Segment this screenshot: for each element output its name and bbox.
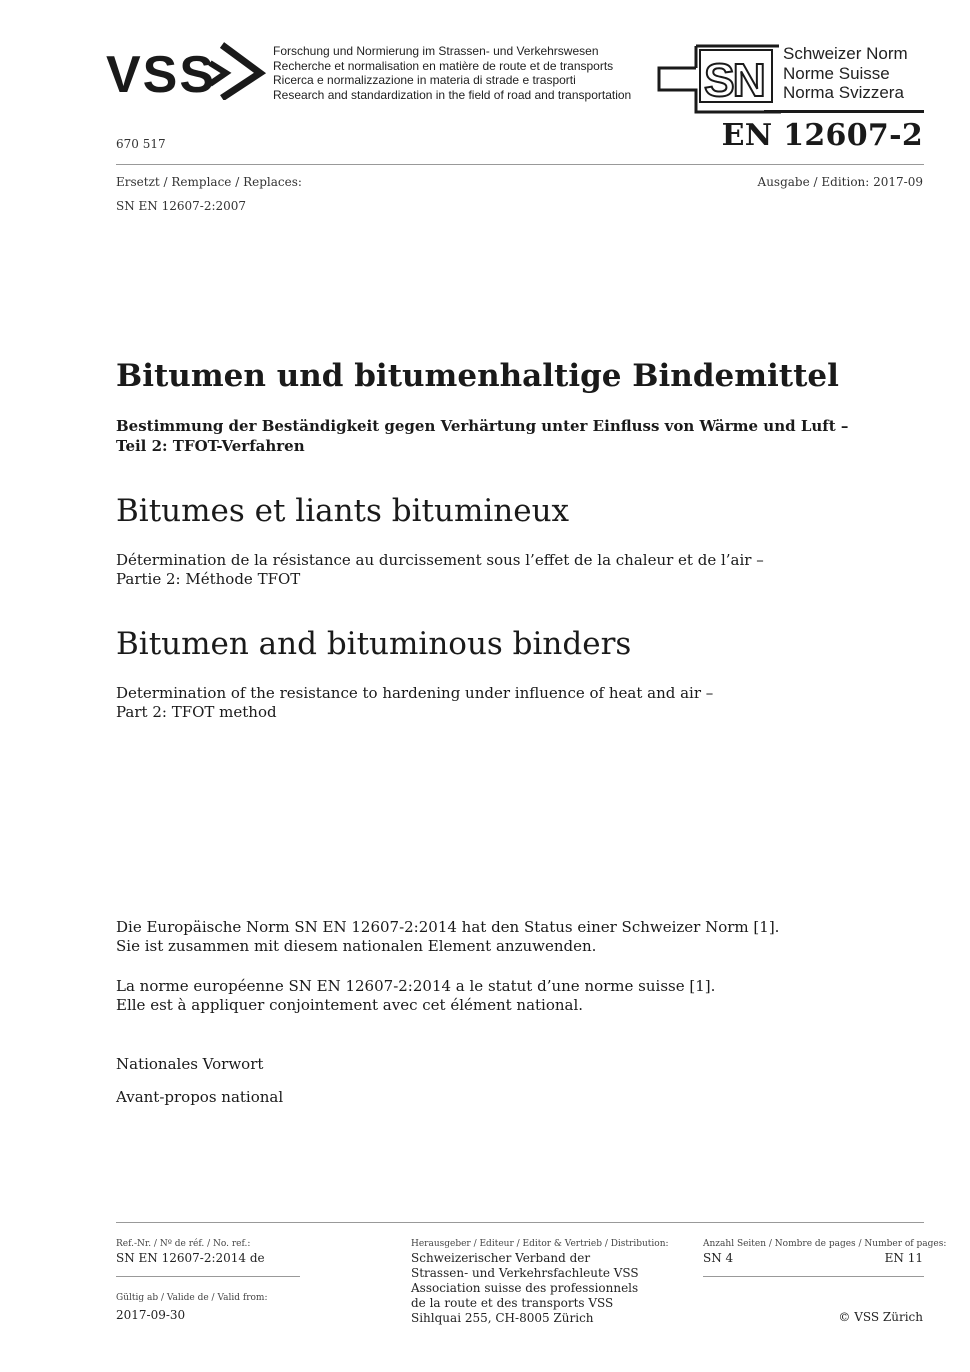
subtitle-french-line: Détermination de la résistance au durcissement sous l’effet de la chaleur et de l’air –	[116, 551, 764, 569]
subtitle-english-line: Determination of the resistance to hardening under influence of heat and air –	[116, 684, 714, 702]
note-line: Elle est à appliquer conjointement avec cet élément national.	[116, 996, 584, 1014]
page-count-sn: SN 4	[703, 1251, 734, 1265]
sn-logo-text: SN	[704, 54, 764, 106]
title-french: Bitumes et liants bitumineux	[116, 493, 570, 529]
valid-from-label: Gültig ab / Valide de / Valid from:	[116, 1293, 268, 1303]
tagline-en: Research and standardization in the field of road and transportation	[273, 87, 632, 102]
publisher-line: Sihlquai 255, CH-8005 Zürich	[411, 1311, 594, 1325]
replaces-label: Ersetzt / Remplace / Replaces:	[116, 175, 302, 189]
sn-text-it: Norma Svizzera	[783, 83, 904, 102]
publisher-line: Association suisse des professionnels	[411, 1281, 639, 1295]
subtitle-german-line: Teil 2: TFOT-Verfahren	[116, 437, 305, 455]
publisher-line: de la route et des transports VSS	[411, 1296, 614, 1310]
subtitle-german	[116, 416, 848, 456]
title-english: Bitumen and bituminous binders	[116, 626, 632, 662]
vss-tagline	[273, 44, 631, 102]
foreword-german: Nationales Vorwort	[116, 1055, 264, 1073]
publisher-label: Herausgeber / Editeur / Editor & Vertrieb / Distribution:	[411, 1239, 669, 1249]
reference-label: Ref.-Nr. / Nº de réf. / No. ref.:	[116, 1239, 251, 1249]
vss-logo-text: VSS	[106, 46, 217, 100]
sn-text-de: Schweizer Norm	[783, 44, 908, 63]
note-line: La norme européenne SN EN 12607-2:2014 a le statut d’une norme suisse [1].	[116, 977, 716, 995]
subtitle-french-line: Partie 2: Méthode TFOT	[116, 570, 301, 588]
subtitle-english-line: Part 2: TFOT method	[116, 703, 277, 721]
valid-from-value: 2017-09-30	[116, 1308, 186, 1322]
swiss-norm-label	[783, 44, 908, 103]
tagline-de: Forschung und Normierung im Strassen- und Verkehrswesen	[273, 44, 599, 58]
publisher-line: Schweizerischer Verband der	[411, 1251, 591, 1265]
document-number: 670 517	[116, 137, 166, 151]
subtitle-french	[116, 551, 764, 589]
header-divider	[116, 164, 924, 165]
sn-logo-rule	[764, 110, 924, 113]
vss-logo	[106, 40, 266, 100]
tagline-fr: Recherche et normalisation en matière de route et de transports	[273, 58, 614, 73]
sn-logo	[656, 44, 781, 114]
sn-text-fr: Norme Suisse	[783, 63, 890, 83]
page-count-divider	[703, 1276, 924, 1277]
publisher-address	[411, 1251, 639, 1326]
note-line: Sie ist zusammen mit diesem nationalen Element anzuwenden.	[116, 937, 597, 955]
publisher-line: Strassen- und Verkehrsfachleute VSS	[411, 1266, 639, 1280]
subtitle-german-line: Bestimmung der Beständigkeit gegen Verhärtung unter Einfluss von Wärme und Luft –	[116, 417, 849, 435]
page-count-label: Anzahl Seiten / Nombre de pages / Number of pages:	[703, 1239, 947, 1249]
status-note-german	[116, 918, 779, 956]
title-german: Bitumen und bitumenhaltige Bindemittel	[116, 358, 839, 394]
standard-code: EN 12607-2	[721, 118, 923, 153]
footer-divider	[116, 1222, 924, 1223]
foreword-french: Avant-propos national	[116, 1088, 284, 1106]
tagline-it: Ricerca e normalizzazione in materia di strade e trasporti	[273, 73, 576, 87]
note-line: Die Europäische Norm SN EN 12607-2:2014 hat den Status einer Schweizer Norm [1].	[116, 918, 780, 936]
copyright-notice: © VSS Zürich	[838, 1310, 923, 1324]
status-note-french	[116, 977, 715, 1015]
subtitle-english	[116, 684, 713, 722]
reference-value: SN EN 12607-2:2014 de	[116, 1251, 265, 1265]
page-count-en: EN 11	[884, 1251, 923, 1265]
edition-date: Ausgabe / Edition: 2017-09	[757, 175, 923, 189]
reference-divider	[116, 1276, 300, 1277]
replaces-value: SN EN 12607-2:2007	[116, 199, 247, 213]
